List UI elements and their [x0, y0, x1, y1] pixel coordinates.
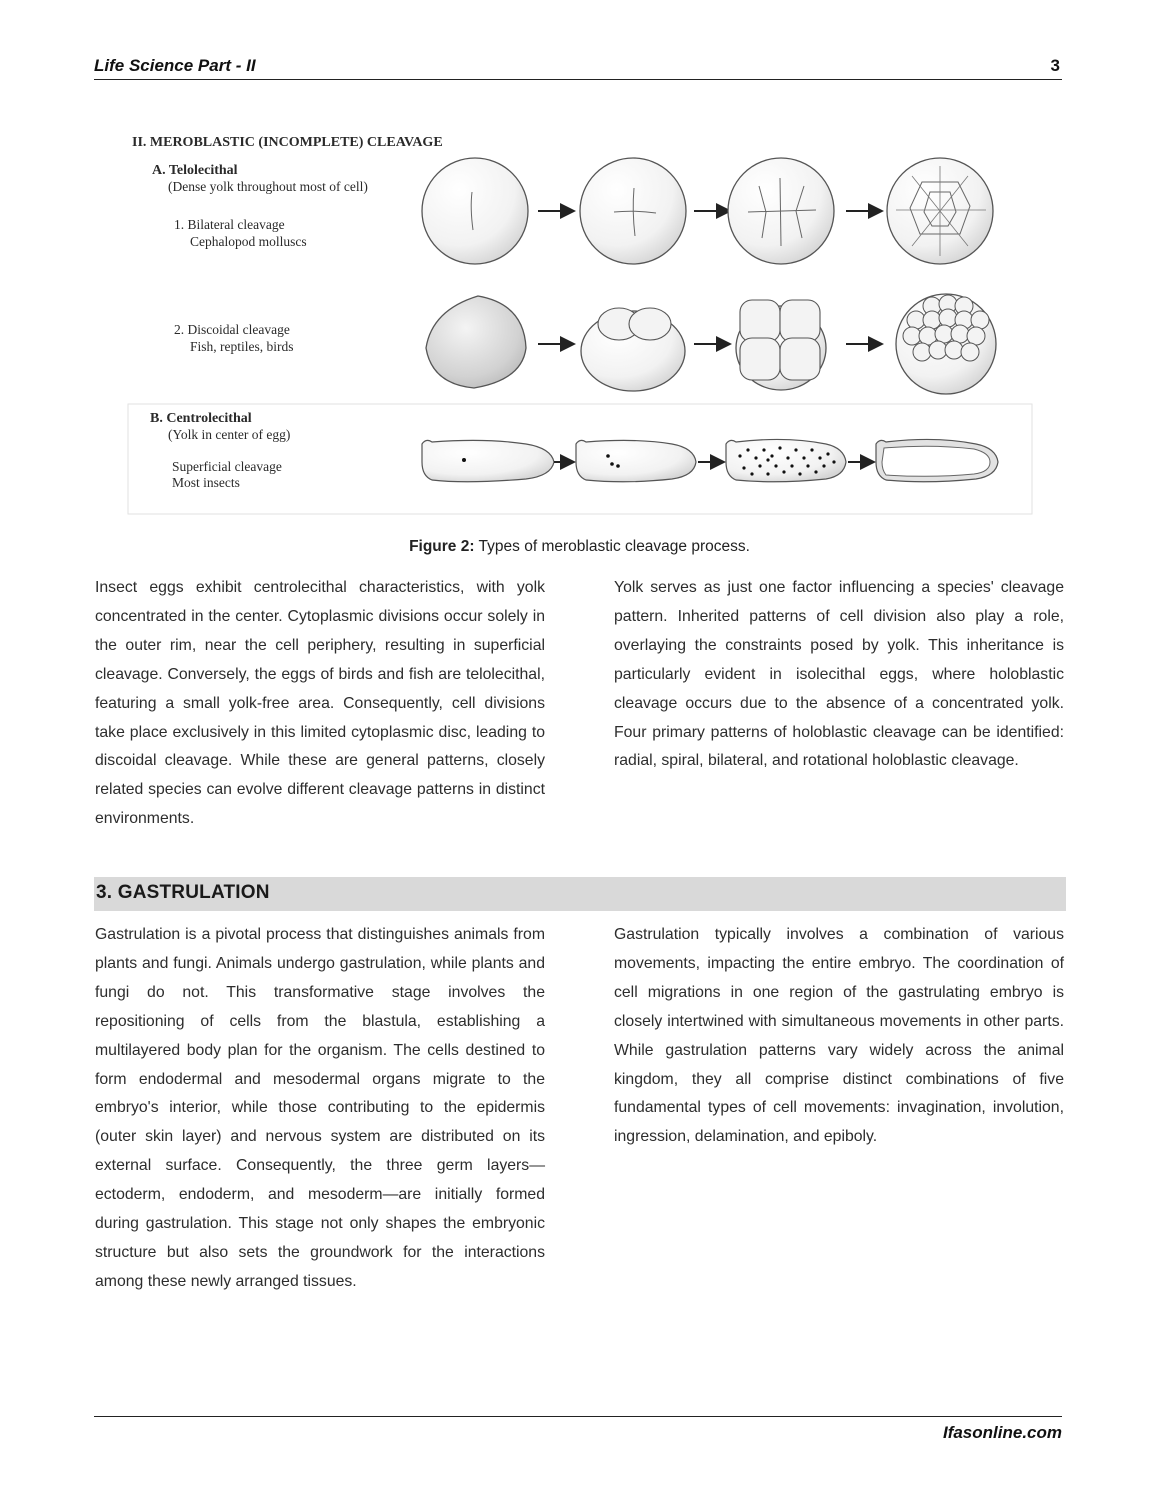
footer-site: Ifasonline.com	[942, 1423, 1062, 1442]
caption-label: Figure 2:	[409, 538, 475, 555]
page-header	[94, 56, 1062, 80]
group-a-title: A. Telolecithal	[152, 163, 238, 178]
group-b-row-title: Superficial cleavage	[172, 459, 282, 474]
group-b-title: B. Centrolecithal	[150, 411, 252, 426]
section-header	[94, 877, 1066, 911]
group-b-subtitle: (Yolk in center of egg)	[168, 427, 291, 442]
paragraph-gastrulation-intro: Gastrulation is a pivotal process that distinguishes animals from plants and fungi. Animals undergo gastrulation, while plants and fungi do not. This transformative stage involves the repositioning of cells from the blastula, establishing a multilayered body plan for the organism. The cells destined to form endodermal and mesodermal organs migrate to the embryo's interior, while those contributing to the epidermis (outer skin layer) and nervous system are distributed on its external surface. Consequently, the three germ layers—ectoderm, endoderm, and mesoderm—are initially formed during gastrulation. This stage not only shapes the embryonic structure but also sets the groundwork for the interactions among these newly arranged tissues.	[95, 926, 545, 1290]
group-b-row-subtitle: Most insects	[172, 475, 240, 490]
row1-subtitle: Cephalopod molluscs	[190, 234, 307, 249]
footer-divider	[94, 1416, 1062, 1417]
superficial-cleavage-row	[422, 439, 998, 481]
paragraph-yolk-factor: Yolk serves as just one factor influencing a species' cleavage pattern. Inherited patterns of cell division also play a role, overlaying the constraints posed by yolk. This inheritance is particularly evident in isolecithal eggs, where holoblastic cleavage occurs due to the absence of a concentrated yolk. Four primary patterns of holoblastic cleavage can be identified: radial, spiral, bilateral, and rotational holoblastic cleavage.	[614, 579, 1064, 770]
group-a-subtitle: (Dense yolk throughout most of cell)	[168, 179, 368, 194]
cleavage-figure	[126, 126, 1034, 516]
figure-heading: II. MEROBLASTIC (INCOMPLETE) CLEAVAGE	[132, 135, 443, 150]
paragraph-gastrulation-movements: Gastrulation typically involves a combination of various movements, impacting the entire embryo. The coordination of cell migrations in one region of the gastrulating embryo is closely intertwined with simultaneous movements in other parts. While gastrulation patterns vary widely across the animal kingdom, they all comprise distinct combinations of five fundamental types of cell movements: invagination, involution, ingression, delamination, and epiboly.	[614, 926, 1064, 1146]
bilateral-cleavage-row	[422, 158, 993, 264]
paragraph-insect-eggs: Insect eggs exhibit centrolecithal characteristics, with yolk concentrated in the center. Cytoplasmic divisions occur solely in the outer rim, near the cell periphery, resulting in superficial cleavage. Conversely, the eggs of birds and fish are telolecithal, featuring a small yolk-free area. Consequently, cell divisions take place exclusively in this limited cytoplasmic disc, leading to discoidal cleavage. While these are general patterns, closely related species can evolve different cleavage patterns in distinct environments.	[95, 579, 545, 828]
cleavage-diagram	[126, 126, 1034, 516]
page-number: 3	[1050, 56, 1060, 75]
row1-title: 1. Bilateral cleavage	[174, 217, 285, 232]
row2-title: 2. Discoidal cleavage	[174, 322, 290, 337]
section-title: 3. GASTRULATION	[96, 882, 270, 903]
figure-caption	[0, 538, 1159, 556]
discoidal-cleavage-row	[426, 294, 996, 394]
row2-subtitle: Fish, reptiles, birds	[190, 339, 294, 354]
header-title: Life Science Part - II	[94, 56, 256, 75]
caption-text: Types of meroblastic cleavage process.	[478, 538, 750, 555]
